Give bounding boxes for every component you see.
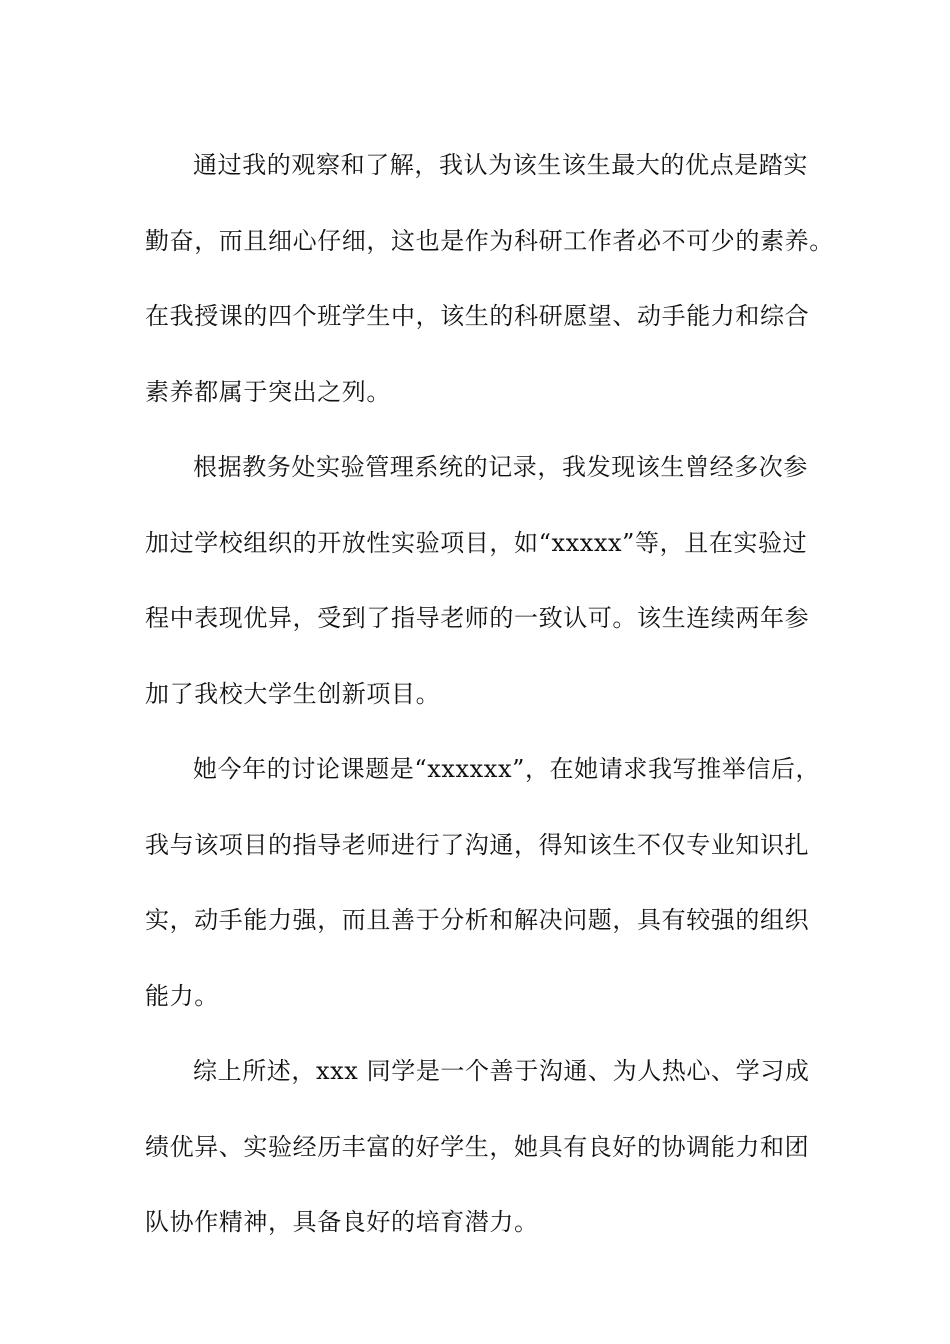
text-line: 在我授课的四个班学生中，该生的科研愿望、动手能力和综合 — [145, 302, 810, 330]
text-line: 她今年的讨论课题是“xxxxxx”，在她请求我写推举信后， — [193, 755, 821, 783]
paragraph-summary — [145, 1034, 810, 1261]
text-line: 加了我校大学生创新项目。 — [145, 679, 441, 708]
text-line: 我与该项目的指导老师进行了沟通，得知该生不仅专业知识扎 — [145, 830, 810, 859]
text-line: 综上所述，xxx 同学是一个善于沟通、为人热心、学习成 — [193, 1057, 810, 1085]
text-line: 实，动手能力强，而且善于分析和解决问题，具有较强的组织 — [145, 906, 810, 934]
paragraph-project — [145, 732, 821, 1034]
text-line: 加过学校组织的开放性实验项目，如“xxxxx”等，且在实验过 — [145, 528, 808, 557]
text-line: 程中表现优异，受到了指导老师的一致认可。该生连续两年参 — [145, 604, 810, 632]
text-line: 能力。 — [145, 981, 219, 1010]
text-line: 通过我的观察和了解，我认为该生该生最大的优点是踏实 — [193, 151, 808, 179]
paragraph-records — [145, 430, 810, 732]
paragraph-observation — [145, 128, 834, 430]
text-line: 绩优异、实验经历丰富的好学生，她具有良好的协调能力和团 — [145, 1132, 810, 1161]
text-line: 根据教务处实验管理系统的记录，我发现该生曾经多次参 — [193, 453, 808, 481]
text-line: 素养都属于突出之列。 — [145, 377, 391, 406]
text-line: 队协作精神，具备良好的培育潜力。 — [145, 1208, 539, 1236]
text-line: 勤奋，而且细心仔细，这也是作为科研工作者必不可少的素养。 — [145, 226, 834, 255]
document-body — [145, 128, 834, 1261]
